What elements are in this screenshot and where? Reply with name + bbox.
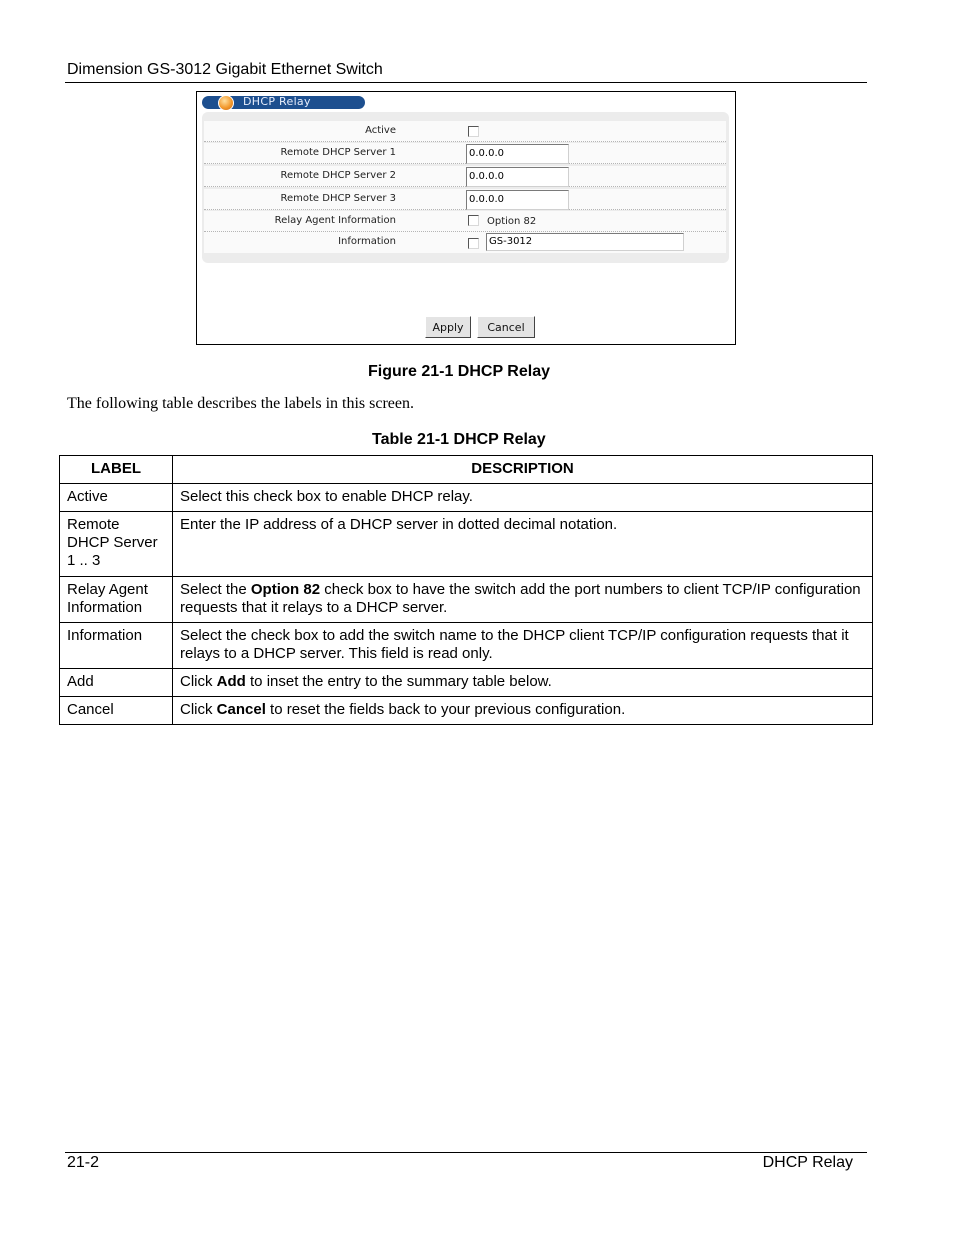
option82-label: Option 82 [487, 216, 537, 227]
page-number: 21-2 [67, 1154, 100, 1171]
table-row [60, 623, 873, 669]
information-label: Information [338, 236, 396, 247]
desc-bold: Option 82 [250, 581, 321, 598]
row-description: Select the check box to add the switch name to the DHCP client TCP/IP configuration requests that it relays to a DHCP server. This field is read only. [173, 623, 873, 669]
table-row [60, 577, 873, 623]
desc-bold: Add [216, 673, 246, 690]
row-description: Select this check box to enable DHCP relay. [173, 484, 873, 512]
row-label: Active [60, 484, 173, 512]
row-description [173, 697, 873, 725]
intro-text: The following table describes the labels in this screen. [67, 395, 415, 412]
screen-title: DHCP Relay [243, 95, 311, 108]
relay-label: Relay Agent Information [274, 215, 396, 226]
desc-text: Click [180, 673, 217, 690]
screen-title-bar [202, 96, 365, 109]
row-active [204, 121, 726, 142]
figure-divider [202, 289, 730, 290]
description-table [59, 455, 873, 725]
table-caption: Table 21-1 DHCP Relay [372, 431, 546, 448]
table-row [60, 484, 873, 512]
page-header: Dimension GS-3012 Gigabit Ethernet Switch [67, 61, 383, 78]
desc-text: to reset the fields back to your previous configuration. [265, 701, 626, 718]
row-server3 [204, 189, 726, 210]
form-panel [202, 112, 729, 263]
apply-button[interactable]: Apply [425, 316, 471, 338]
server2-input[interactable]: 0.0.0.0 [466, 167, 569, 187]
desc-text: to inset the entry to the summary table below. [245, 673, 552, 690]
table-row [60, 512, 873, 577]
desc-text: Select the [180, 581, 251, 598]
information-checkbox[interactable] [468, 238, 479, 249]
description-header: DESCRIPTION [173, 456, 873, 484]
footer-rule [65, 1152, 867, 1153]
dhcp-relay-screenshot [196, 91, 736, 345]
desc-text: Click [180, 701, 217, 718]
server3-input[interactable]: 0.0.0.0 [466, 190, 569, 210]
title-orb-icon [218, 95, 234, 111]
row-label: Relay Agent Information [60, 577, 173, 623]
row-server1 [204, 143, 726, 164]
row-label: Remote DHCP Server 1 .. 3 [60, 512, 173, 577]
row-description: Enter the IP address of a DHCP server in dotted decimal notation. [173, 512, 873, 577]
row-relay-agent [204, 211, 726, 232]
figure-caption: Figure 21-1 DHCP Relay [368, 363, 550, 380]
table-row [60, 669, 873, 697]
server2-label: Remote DHCP Server 2 [280, 170, 396, 181]
row-label: Add [60, 669, 173, 697]
row-label: Information [60, 623, 173, 669]
server3-label: Remote DHCP Server 3 [280, 193, 396, 204]
option82-checkbox[interactable] [468, 215, 479, 226]
active-checkbox[interactable] [468, 126, 479, 137]
active-label: Active [365, 125, 396, 136]
row-description [173, 669, 873, 697]
desc-bold: Cancel [216, 701, 266, 718]
server1-label: Remote DHCP Server 1 [280, 147, 396, 158]
cancel-button[interactable]: Cancel [477, 316, 535, 338]
row-information [204, 232, 726, 253]
row-label: Cancel [60, 697, 173, 725]
label-header: LABEL [60, 456, 173, 484]
server1-input[interactable]: 0.0.0.0 [466, 144, 569, 164]
section-name: DHCP Relay [762, 1154, 853, 1171]
table-header-row [60, 456, 873, 484]
header-rule [65, 82, 867, 83]
desc-text: check box to have the switch add the port numbers to client TCP/IP configuration requests that it relays to a DHCP server. [180, 581, 861, 616]
table-row [60, 697, 873, 725]
information-input[interactable]: GS-3012 [486, 233, 684, 251]
row-server2 [204, 166, 726, 187]
row-description [173, 577, 873, 623]
